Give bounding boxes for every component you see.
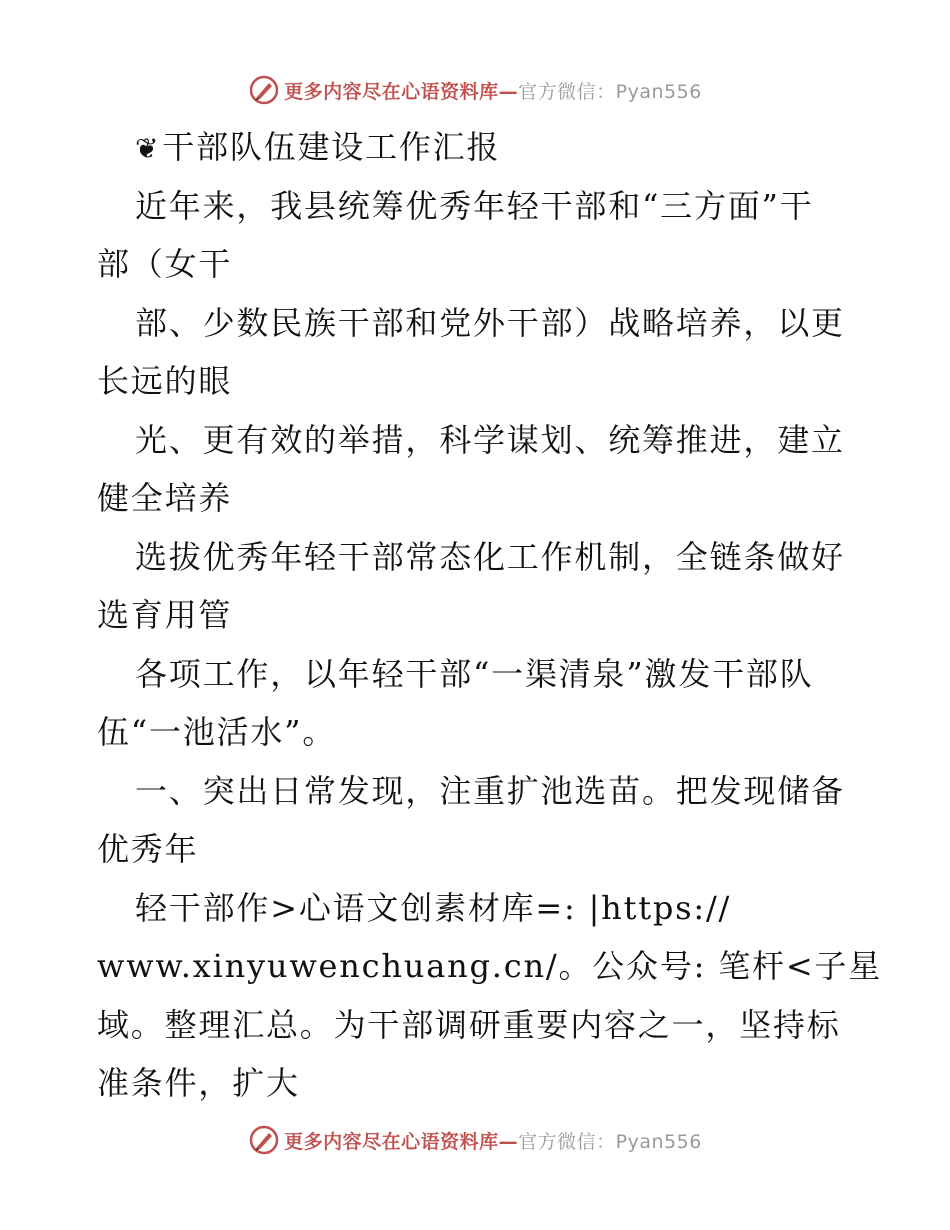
header-banner xyxy=(0,70,950,110)
document-body xyxy=(97,118,883,1113)
text-line: 优秀年 xyxy=(97,830,199,868)
document-title-line xyxy=(97,118,857,177)
text-line: 部、少数民族干部和党外干部）战略培养，以更 xyxy=(135,303,845,342)
text-line: 健全培养 xyxy=(97,479,233,517)
text-line: 近年来，我县统筹优秀年轻干部和“三方面”干 xyxy=(135,186,814,225)
text-line: 选拔优秀年轻干部常态化工作机制，全链条做好 xyxy=(135,537,845,576)
banner-main: 更多内容尽在心语资料库 xyxy=(284,80,499,103)
banner-text xyxy=(284,1127,702,1154)
pen-logo-icon xyxy=(248,1124,280,1156)
text-line: 一、突出日常发现，注重扩池选苗。把发现储备 xyxy=(135,771,845,810)
banner-main: 更多内容尽在心语资料库 xyxy=(284,1130,499,1153)
text-line: 各项工作，以年轻干部“一渠清泉”激发干部队 xyxy=(135,654,814,693)
text-line: 长远的眼 xyxy=(97,362,233,400)
banner-dash: — xyxy=(498,1130,519,1153)
banner-text xyxy=(284,77,702,104)
banner-sub: 官方微信：Pyan556 xyxy=(518,1130,702,1153)
paragraph-lines xyxy=(97,177,883,1113)
text-line: 域。整理汇总。为干部调研重要内容之一，坚持标 xyxy=(97,1005,841,1044)
text-line: 选育用管 xyxy=(97,596,233,634)
text-line: 轻干部作>心语文创素材库=: |https:// xyxy=(135,888,732,927)
banner-sub: 官方微信：Pyan556 xyxy=(518,80,702,103)
text-line: www.xinyuwenchuang.cn/。公众号: 笔杆<子星 xyxy=(97,947,883,985)
text-line: 准条件，扩大 xyxy=(97,1064,300,1102)
text-line: 部（女干 xyxy=(97,245,233,283)
banner-dash: — xyxy=(498,80,519,103)
pen-logo-icon xyxy=(248,74,280,106)
footer-banner xyxy=(0,1120,950,1160)
text-line: 伍“一池活水”。 xyxy=(97,713,337,751)
leaf-ornament-icon: ❦ xyxy=(135,132,161,165)
document-title: 干部队伍建设工作汇报 xyxy=(162,128,501,166)
text-line: 光、更有效的举措，科学谋划、统筹推进，建立 xyxy=(135,420,845,459)
